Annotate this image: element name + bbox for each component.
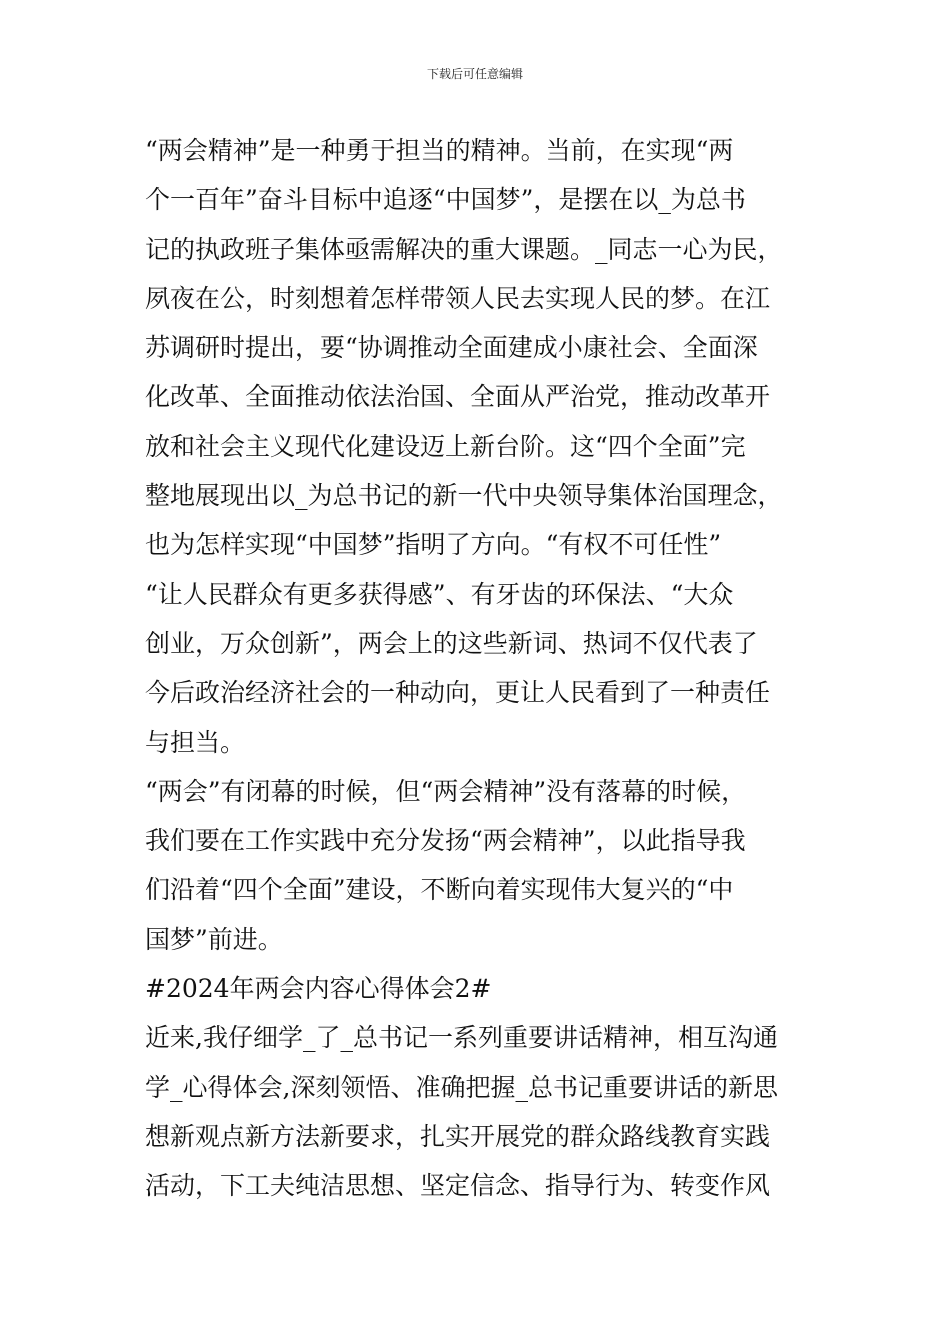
text-line: “两会”有闭幕的时候，但“两会精神”没有落幕的时候， (145, 776, 747, 806)
text-line: 学_心得体会,深刻领悟、准确把握_总书记重要讲话的新思 (145, 1072, 778, 1102)
text-line: 活动，下工夫纯洁思想、坚定信念、指导行为、转变作风 (145, 1171, 771, 1201)
text-line: 夙夜在公，时刻想着怎样带领人民去实现人民的梦。在江 (145, 283, 771, 313)
text-line: 与担当。 (145, 727, 246, 757)
text-line: 近来,我仔细学_了_总书记一系列重要讲话精神，相互沟通 (145, 1023, 778, 1053)
text-line: “两会精神”是一种勇于担当的精神。当前，在实现“两 (145, 136, 734, 165)
text-line: “让人民群众有更多获得感”、有牙齿的环保法、“大众 (145, 579, 734, 609)
text-line: 创业，万众创新”，两会上的这些新词、热词不仅代表了 (145, 628, 758, 658)
text-line: 国梦”前进。 (145, 924, 283, 954)
text-line: 苏调研时提出，要“协调推动全面建成小康社会、全面深 (145, 333, 758, 363)
text-line: 也为怎样实现“中国梦”指明了方向。“有权不可任性” (145, 530, 722, 560)
document-body (145, 126, 815, 1211)
text-line: 化改革、全面推动依法治国、全面从严治党，推动改革开 (145, 382, 771, 412)
section-heading: #2024年两会内容心得体会2# (145, 974, 492, 1004)
text-line: 们沿着“四个全面”建设，不断向着实现伟大复兴的“中 (145, 875, 734, 905)
page-header: 下载后可任意编辑 (426, 67, 523, 81)
text-line: 我们要在工作实践中充分发扬“两会精神”，以此指导我 (145, 826, 746, 856)
text-line: 记的执政班子集体亟需解决的重大课题。_同志一心为民， (145, 234, 783, 264)
text-line: 个一百年”奋斗目标中追逐“中国梦”，是摆在以_为总书 (145, 185, 746, 215)
text-line: 放和社会主义现代化建设迈上新台阶。这“四个全面”完 (145, 431, 746, 461)
text-line: 整地展现出以_为总书记的新一代中央领导集体治国理念， (145, 481, 783, 511)
text-line: 今后政治经济社会的一种动向，更让人民看到了一种责任 (145, 678, 771, 708)
text-line: 想新观点新方法新要求，扎实开展党的群众路线教育实践 (145, 1121, 771, 1151)
